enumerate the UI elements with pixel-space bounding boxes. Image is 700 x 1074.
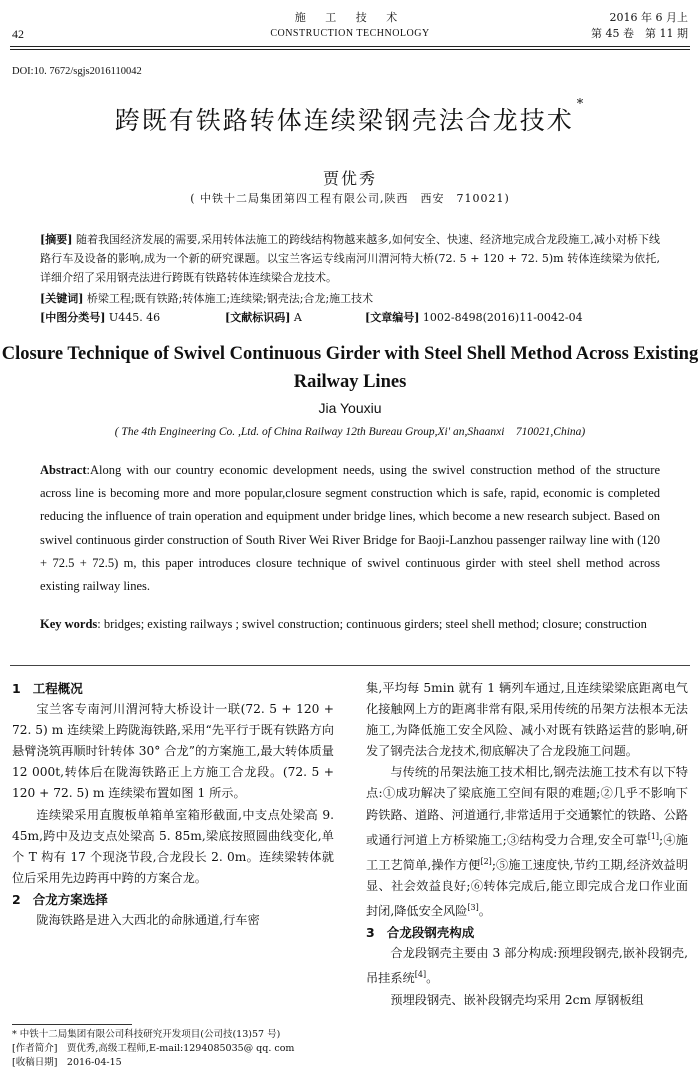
volume-issue: 第 45 卷 第 11 期: [591, 27, 688, 40]
paragraph: 连续梁采用直腹板单箱单室箱形截面,中支点处梁高 9. 45m,跨中及边支点处梁高 5. 85m,梁底按照圆曲线变化,单个 T 构有 17 个现浇节段,合龙段长 2. 0m。连续梁转体就位后采用先边跨再中跨的方案合龙。: [12, 807, 334, 885]
author-cn: 贾优秀: [322, 169, 377, 188]
paragraph: 与传统的吊架法施工技术相比,钢壳法施工技术有以下特点:①成功解决了梁底施工空间有限的难题;②几乎不影响下跨铁路、道路、河道通行,非常适用于交通繁忙的铁路、公路或通行河道上方桥梁施工;③结构受力合理,安全可靠[1];④施工工艺简单,操作方便[2];⑤施工速度快,节约工期,经济效益明显、社会效益良好;⑥转体完成后,能立即完成合龙口作业面封闭,降低安全风险[3]。: [366, 765, 689, 919]
abstract-en-text: :Along with our country economic development needs, using the swivel construction method of the structure across line is becoming more and more popular,closure segment construction which is safe, rapid, economic is completed reducing the influence of train operation and equipment under bridge lines, which become a new research subject. Based on swivel continuous girder construction of South River Wei River Bridge for Baoji-Lanzhou passenger railway line with (120 + 72.5 + 72.5) m, this paper introduces closure technique of swivel continuous girder with steel shell method across existing railway lines.: [40, 463, 660, 594]
journal-name-cn: 施 工 技 术: [294, 11, 406, 24]
issue-info: [591, 10, 688, 42]
abstract-cn: [40, 230, 660, 287]
title-cn-text: 跨既有铁路转体连续梁钢壳法合龙技术: [114, 106, 574, 135]
citation[interactable]: [2]: [480, 856, 492, 866]
clc-number: [中图分类号] U445. 46: [40, 311, 161, 324]
abstract-cn-text: 随着我国经济发展的需要,采用转体法施工的跨线结构物越来越多,如何安全、快速、经济地完成合龙段施工,减小对桥下线路行车及设备的影响,成为一个新的研究课题。以宝兰客运专线南河川渭河特大桥(72. 5 + 120 + 72. 5)m 转体连续梁为依托,详细介绍了采用钢壳法进行跨既有铁路转体连续梁合龙技术。: [40, 233, 660, 284]
body-column-left: [12, 678, 334, 931]
keywords-cn-text: 桥梁工程;既有铁路;转体施工;连续梁;钢壳法;合龙;施工技术: [86, 292, 374, 305]
affiliation-en: ( The 4th Engineering Co. ,Ltd. of China Railway 12th Bureau Group,Xi' an,Shaanxi 710021,China): [114, 426, 586, 438]
author-en: Jia Youxiu: [318, 400, 382, 416]
header-rule-thin: [10, 49, 690, 50]
keywords-cn-label: [关键词]: [40, 292, 84, 305]
paragraph: 陇海铁路是进入大西北的命脉通道,行车密: [36, 913, 260, 928]
header-rule: [10, 46, 690, 47]
keywords-en-label: Key words: [40, 617, 98, 631]
affiliation-cn: ( 中铁十二局集团第四工程有限公司,陕西 西安 710021): [190, 192, 510, 205]
paragraph: 宝兰客专南河川渭河特大桥设计一联(72. 5 + 120 + 72. 5) m 连续梁上跨陇海铁路,采用“先平行于既有铁路方向悬臂浇筑再顺时针转体 30° 合龙”的方案施工,最大转体质量12 000t,转体后在陇海铁路正上方施工合龙段。(72. 5 + 120 + 72. 5) m 连续梁布置如图 1 所示。: [12, 702, 334, 801]
abstract-en: [40, 459, 660, 598]
keywords-en-text: : bridges; existing railways ; swivel construction; continuous girders; steel shell method; closure; construction: [97, 617, 647, 631]
footnote-author-bio: [作者简介] 贾优秀,高级工程师,E-mail:1294085035@ qq. com: [12, 1043, 295, 1054]
section-divider: [10, 665, 690, 666]
citation[interactable]: [1]: [647, 831, 660, 841]
citation[interactable]: [4]: [414, 970, 427, 980]
footnote-rule: [12, 1024, 132, 1025]
title-en: Closure Technique of Swivel Continuous Girder with Steel Shell Method Across Existing Railway Lines: [1, 344, 699, 392]
section-heading-3: 3 合龙段钢壳构成: [366, 925, 475, 941]
abstract-en-label: Abstract: [40, 463, 87, 477]
citation[interactable]: [3]: [467, 903, 479, 913]
paragraph: 预埋段钢壳、嵌补段钢壳均采用 2cm 厚钢板组: [390, 992, 644, 1007]
body-column-right: [366, 678, 688, 1011]
section-heading-1: 1 工程概况: [12, 681, 83, 696]
paragraph: 集,平均每 5min 就有 1 辆列车通过,且连续梁梁底距离电气化接触网上方的距离非常有限,采用传统的吊架方法根本无法施工,为降低施工安全风险、减小对既有铁路运营的影响,研发了钢壳法合龙技术,彻底解决了合龙段施工问题。: [366, 681, 688, 759]
classification-row: [40, 309, 660, 325]
section-heading-2: 2 合龙方案选择: [12, 891, 108, 907]
doi: DOI:10. 7672/sgjs2016110042: [12, 66, 142, 77]
title-footnote-mark: *: [576, 97, 586, 112]
keywords-en: [40, 613, 660, 635]
footnotes: [12, 1028, 342, 1070]
abstract-cn-label: [摘要]: [40, 233, 73, 246]
paragraph: 合龙段钢壳主要由 3 部分构成:预埋段钢壳,嵌补段钢壳,吊挂系统[4]。: [366, 946, 688, 986]
article-number: [文章编号] 1002-8498(2016)11-0042-04: [365, 311, 583, 324]
footnote-received-date: [收稿日期] 2016-04-15: [12, 1057, 122, 1068]
journal-name-en: CONSTRUCTION TECHNOLOGY: [270, 28, 430, 39]
document-code: [文献标识码] A: [225, 311, 302, 324]
title-cn: [0, 97, 700, 137]
page-number: 42: [12, 27, 24, 41]
keywords-cn: [40, 289, 660, 308]
footnote-fund: * 中铁十二局集团有限公司科技研究开发项目(公司技(13)57 号): [12, 1029, 281, 1040]
issue-date: 2016 年 6 月上: [609, 11, 688, 24]
